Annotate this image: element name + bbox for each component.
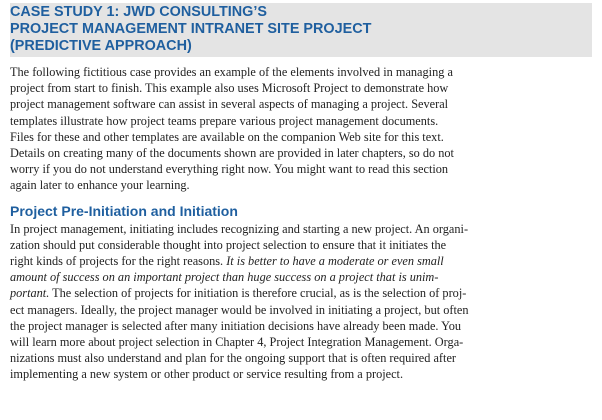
intro-line: worry if you do not understand everything right now. You might want to read this section <box>10 162 449 177</box>
intro-line: Files for these and other templates are available on the companion Web site for this text. <box>10 129 444 144</box>
emphasized-text: It is better to have a moderate or even small <box>226 254 444 269</box>
paragraph-line: zation should put considerable thought into project selection to ensure that it initiates the <box>10 237 447 252</box>
paragraph-text: The selection of projects for initiation is therefore crucial, as is the selection of proj- <box>49 286 467 301</box>
intro-line: Details on creating many of the documents shown are provided in later chapters, so do not <box>10 146 454 161</box>
paragraph-text: right kinds of projects for the right reasons. <box>10 254 227 269</box>
paragraph-line: In project management, initiating includes recognizing and starting a new project. An organi- <box>10 221 469 236</box>
intro-line: again later to enhance your learning. <box>10 178 190 193</box>
intro-line: project from start to finish. This example also uses Microsoft Project to demonstrate how <box>10 81 449 96</box>
paragraph-line: will learn more about project selection in Chapter 4, Project Integration Management. Orga- <box>10 335 464 350</box>
emphasized-line: amount of success on an important project than huge success on a project that is unim- <box>10 270 439 285</box>
paragraph-line: the project manager is selected after many initiation decisions have already been made. You <box>10 318 462 333</box>
intro-line: templates illustrate how project teams prepare various project management documents. <box>10 113 439 128</box>
paragraph-line <box>10 285 592 301</box>
section-heading: Project Pre-Initiation and Initiation <box>10 202 238 219</box>
paragraph-line: implementing a new system or other product or service resulting from a project. <box>10 367 404 382</box>
case-study-title-line-2: PROJECT MANAGEMENT INTRANET SITE PROJECT <box>10 21 372 37</box>
emphasized-text: portant. <box>10 286 50 301</box>
case-study-title <box>10 3 592 57</box>
paragraph-line: nizations must also understand and plan for the ongoing support that is often required after <box>10 351 456 366</box>
section-paragraph <box>10 221 592 383</box>
intro-line: The following fictitious case provides an example of the elements involved in managing a <box>10 65 453 79</box>
case-study-title-line-3: (PREDICTIVE APPROACH) <box>10 38 192 54</box>
paragraph-line: ect managers. Ideally, the project manager would be involved in initiating a project, but often <box>10 302 469 317</box>
intro-paragraph <box>10 64 592 194</box>
paragraph-line <box>10 253 592 269</box>
intro-line: project management software can assist in several aspects of managing a project. Several <box>10 97 449 112</box>
case-study-title-line-1: CASE STUDY 1: JWD CONSULTING’S <box>10 4 267 20</box>
